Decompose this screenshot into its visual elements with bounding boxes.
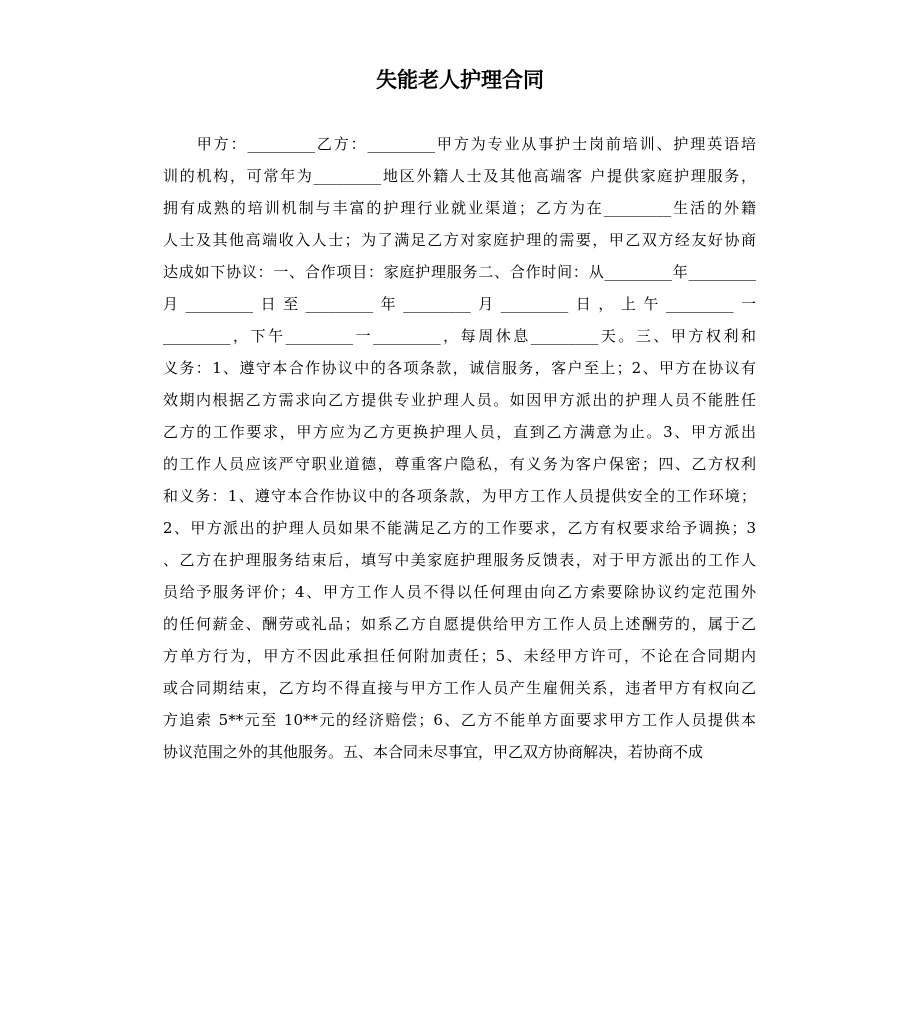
body-line: _________，下午_________一_________，每周休息_________天。三、甲方权利和: [163, 327, 756, 345]
body-line: 员给予服务评价；4、甲方工作人员不得以任何理由向乙方索要除协议约定范围外: [163, 583, 756, 601]
body-line: 义务：1、遵守本合作协议中的各项条款，诚信服务，客户至上；2、甲方在协议有: [163, 359, 756, 377]
body-line: 的工作人员应该严守职业道德，尊重客户隐私，有义务为客户保密；四、乙方权利: [163, 455, 756, 473]
body-line: 、乙方在护理服务结束后，填写中美家庭护理服务反馈表，对于甲方派出的工作人: [163, 551, 756, 569]
body-line: 拥有成熟的培训机制与丰富的护理行业就业渠道；乙方为在_________生活的外籍: [163, 199, 756, 217]
body-line: 和义务：1、遵守本合作协议中的各项条款，为甲方工作人员提供安全的工作环境；: [163, 487, 756, 505]
body-line: 或合同期结束，乙方均不得直接与甲方工作人员产生雇佣关系，违者甲方有权向乙: [163, 679, 756, 697]
body-line: 2、甲方派出的护理人员如果不能满足乙方的工作要求，乙方有权要求给予调换；3: [163, 519, 756, 537]
body-line: 训的机构，可常年为_________地区外籍人士及其他高端客 户提供家庭护理服务，: [163, 167, 756, 185]
body-line: 的任何薪金、酬劳或礼品；如系乙方自愿提供给甲方工作人员上述酬劳的，属于乙: [163, 615, 756, 633]
body-line: 效期内根据乙方需求向乙方提供专业护理人员。如因甲方派出的护理人员不能胜任: [163, 391, 756, 409]
document-body: [163, 128, 756, 768]
body-line: 甲方：_________乙方：_________甲方为专业从事护士岗前培训、护理英语培: [163, 135, 756, 153]
document-title: 失能老人护理合同: [376, 68, 544, 92]
body-line: 方追索 5**元至 10**元的经济赔偿；6、乙方不能单方面要求甲方工作人员提供本: [163, 711, 756, 729]
body-line: 乙方的工作要求，甲方应为乙方更换护理人员，直到乙方满意为止。3、甲方派出: [163, 423, 756, 441]
body-line: 人士及其他高端收入人士；为了满足乙方对家庭护理的需要，甲乙双方经友好协商: [163, 231, 756, 249]
body-line: 月_________日至_________年_________月_________日，上午_________一: [163, 295, 756, 313]
body-line: 协议范围之外的其他服务。五、本合同未尽事宜，甲乙双方协商解决，若协商不成: [163, 743, 704, 761]
body-line: 达成如下协议：一、合作项目：家庭护理服务二、合作时间：从_________年_________: [163, 263, 756, 281]
body-line: 方单方行为，甲方不因此承担任何附加责任；5、未经甲方许可，不论在合同期内: [163, 647, 756, 665]
